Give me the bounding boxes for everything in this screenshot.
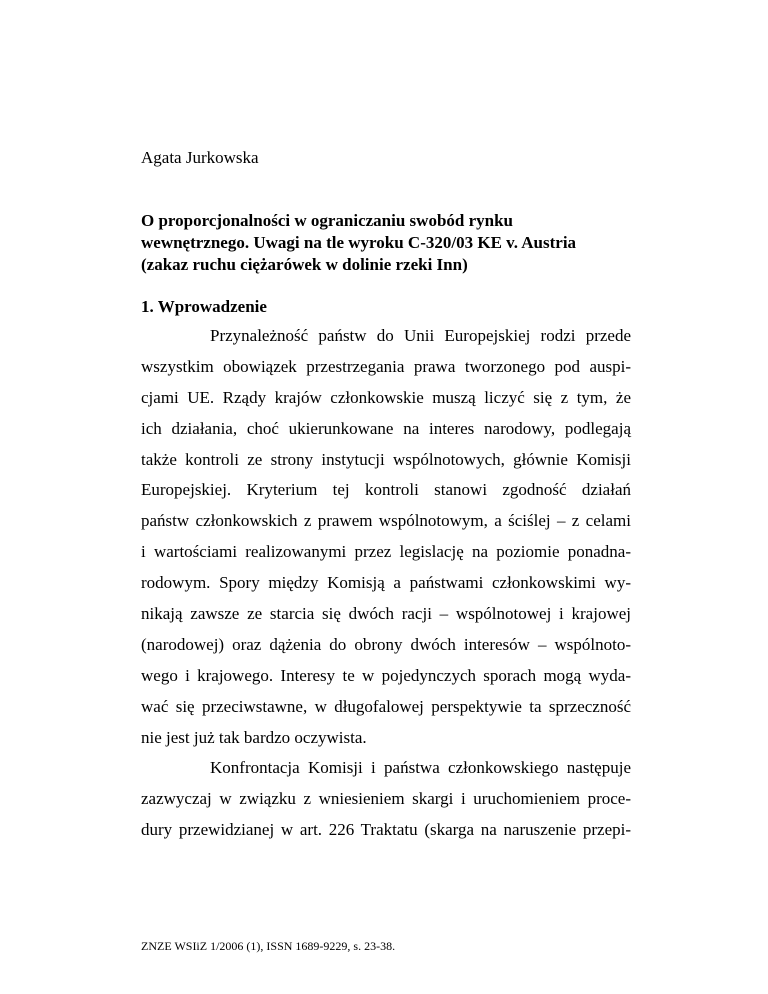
text-line: wszystkim obowiązek przestrzegania prawa tworzonego pod auspi- [141, 356, 631, 376]
text-line: także kontroli ze strony instytucji wspólnotowych, głównie Komisji [141, 449, 631, 469]
title-line: (zakaz ruchu ciężarówek w dolinie rzeki Inn) [141, 255, 468, 274]
text-line: Przynależność państw do Unii Europejskiej rodzi przede [210, 326, 631, 345]
section-heading: 1. Wprowadzenie [141, 297, 267, 316]
paragraph-1 [141, 321, 631, 753]
text-line: Europejskiej. Kryterium tej kontroli stanowi zgodność działań [141, 480, 631, 500]
text-line: nie jest już tak bardzo oczywista. [141, 727, 367, 747]
text-line: rodowym. Spory między Komisją a państwami członkowskimi wy- [141, 573, 631, 593]
text-line: wać się przeciwstawne, w długofalowej perspektywie ta sprzeczność [141, 696, 631, 716]
text-line: Konfrontacja Komisji i państwa członkowskiego następuje [210, 758, 631, 778]
text-line: ich działania, choć ukierunkowane na interes narodowy, podlegają [141, 418, 631, 438]
text-line: państw członkowskich z prawem wspólnotowym, a ściślej – z celami [141, 511, 631, 531]
article-title [141, 210, 661, 276]
title-line: wewnętrznego. Uwagi na tle wyroku C-320/03 KE v. Austria [141, 233, 577, 252]
text-line: i wartościami realizowanymi przez legislację na poziomie ponadna- [141, 542, 631, 562]
text-line: wego i krajowego. Interesy te w pojedynczych sporach mogą wyda- [141, 665, 631, 685]
text-line: zazwyczaj w związku z wniesieniem skargi i uruchomieniem proce- [141, 789, 631, 809]
text-line: dury przewidzianej w art. 226 Traktatu (skarga na naruszenie przepi- [141, 820, 631, 840]
page-footer: ZNZE WSIiZ 1/2006 (1), ISSN 1689-9229, s. 23-38. [141, 939, 396, 953]
title-line: O proporcjonalności w ograniczaniu swobód rynku [141, 211, 514, 230]
text-line: (narodowej) oraz dążenia do obrony dwóch interesów – wspólnoto- [141, 634, 631, 654]
text-line: cjami UE. Rządy krajów członkowskie muszą liczyć się z tym, że [141, 387, 631, 407]
paragraph-2 [141, 753, 631, 846]
body-text [141, 321, 631, 846]
text-line: nikają zawsze ze starcia się dwóch racji – wspólnotowej i krajowej [141, 604, 631, 624]
author-name: Agata Jurkowska [141, 148, 259, 167]
